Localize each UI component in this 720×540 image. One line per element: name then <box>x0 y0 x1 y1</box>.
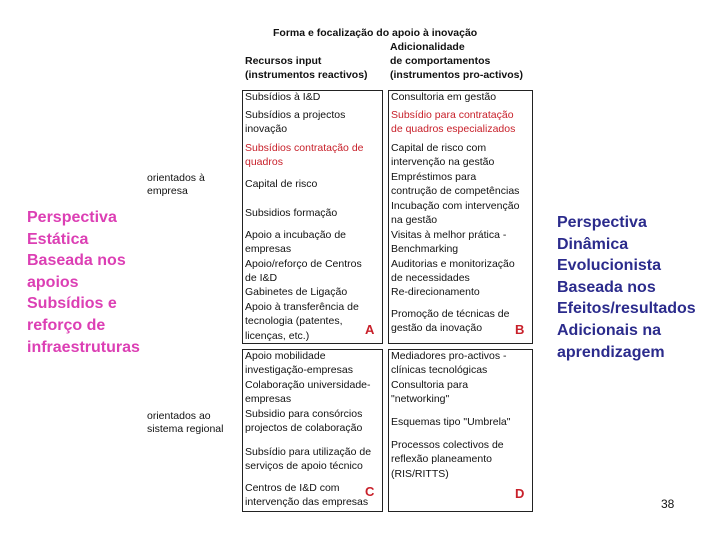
list-item: Apoio mobilidade investigação-empresas <box>245 350 353 377</box>
list-item: Processos colectivos de reflexão planeamento (RIS/RITTS) <box>391 439 504 480</box>
quadrant-letter: A <box>365 322 375 337</box>
column-header-input-resources: Recursos input (instrumentos reactivos) <box>245 55 368 81</box>
static-perspective-text: Perspectiva Estática Baseada nos apoios Subsídios e reforço de infraestruturas <box>27 209 140 356</box>
column-header-behavioural-additionality: Adicionalidade de comportamentos (instrumentos pro-activos) <box>390 41 524 81</box>
quadrant-letter: C <box>365 484 375 499</box>
page-number: 38 <box>661 497 675 511</box>
list-item: Subsídios a projectos inovação <box>245 109 346 136</box>
list-item: Consultoria para "networking" <box>391 379 469 406</box>
dynamic-perspective-text: Perspectiva Dinâmica Evolucionista Baseada nos Efeitos/resultados Adicionais na aprendizagem <box>557 214 696 361</box>
list-item: Subsídio para contratação de quadros especializados <box>391 109 516 136</box>
list-item: Visitas à melhor prática - Benchmarking <box>391 229 507 256</box>
list-item: Consultoria em gestão <box>391 91 497 103</box>
list-item: Capital de risco com intervenção na gestão <box>391 142 495 169</box>
list-item: Capital de risco <box>245 178 318 190</box>
list-item: Gabinetes de Ligação <box>245 286 348 298</box>
table-title: Forma e focalização do apoio à inovação <box>273 27 478 39</box>
quadrant-letter: D <box>515 486 525 501</box>
list-item: Subsídios contratação de quadros <box>245 142 364 169</box>
quadrant-letter: B <box>515 322 525 337</box>
list-item: Incubação com intervenção na gestão <box>391 200 520 227</box>
list-item: Empréstimos para contrução de competências <box>391 171 520 198</box>
list-item: Re-direcionamento <box>391 286 480 298</box>
list-item: Promoção de técnicas de gestão da inovação <box>391 308 510 335</box>
list-item: Subsidios formação <box>245 207 338 219</box>
row-label-company: orientados à empresa <box>147 172 205 197</box>
list-item: Apoio a incubação de empresas <box>245 229 346 256</box>
list-item: Colaboração universidade- empresas <box>245 379 371 406</box>
list-item: Apoio/reforço de Centros de I&D <box>245 258 362 285</box>
list-item: Apoio à transferência de tecnologia (patentes, licenças, etc.) <box>245 301 359 342</box>
list-item: Subsídios à I&D <box>245 91 321 103</box>
list-item: Centros de I&D com intervenção das empresas <box>245 482 369 509</box>
list-item: Subsídio para utilização de serviços de apoio técnico <box>245 446 372 473</box>
list-item: Mediadores pro-activos - clínicas tecnológicas <box>391 350 507 377</box>
row-label-regional: orientados ao sistema regional <box>147 410 224 435</box>
list-item: Esquemas tipo "Umbrela" <box>391 416 511 428</box>
list-item: Subsidio para consórcios projectos de colaboração <box>245 408 363 435</box>
list-item: Auditorias e monitorização de necessidades <box>391 258 515 285</box>
